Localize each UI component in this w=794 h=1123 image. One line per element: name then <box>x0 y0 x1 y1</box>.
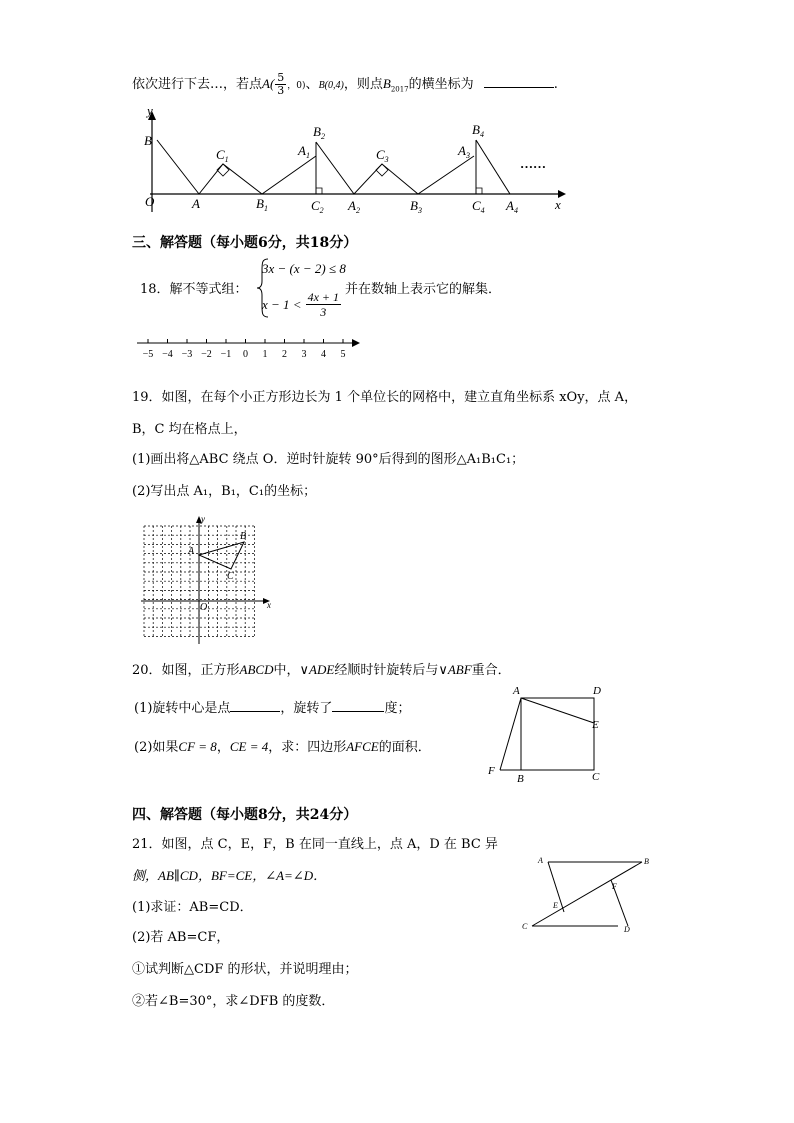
right-angle-c3 <box>376 164 388 176</box>
grid-figure <box>136 512 276 646</box>
q21-line6: ②若∠B=30°，求∠DFB 的度数． <box>132 994 335 1009</box>
grid-label-o: O <box>200 602 208 613</box>
number-line-label: −1 <box>220 349 232 360</box>
q17-sep: 、 <box>305 77 319 92</box>
q21-line4: (2)若 AB=CF， <box>132 930 230 945</box>
q20-sub2 <box>134 738 431 757</box>
q20-ade: ∨ADE <box>299 662 335 677</box>
square-abcd <box>521 698 594 770</box>
q17-target: B <box>382 76 391 91</box>
q17-text-2: ，则点 <box>343 77 383 92</box>
q20-text-2: 中， <box>273 663 300 678</box>
q20-abf: ∨ABF <box>438 662 472 677</box>
label-a1: $A_1$ <box>298 143 310 160</box>
label-a3: $A_3$ <box>458 143 470 160</box>
q17-target-sub: 2017 <box>390 85 409 94</box>
q20-sub1 <box>134 697 410 718</box>
q18-ineq2-frac <box>306 290 341 319</box>
q17-end: . <box>553 77 558 92</box>
q17-point-a: A( <box>262 76 275 91</box>
zigzag-1 <box>157 140 316 194</box>
q20-text-1: 20．如图，正方形 <box>132 663 240 678</box>
q21-line5: ①试判断△CDF 的形状，并说明理由； <box>132 962 358 977</box>
q17-line <box>132 72 558 99</box>
label-b2: $B_2$ <box>313 124 325 141</box>
q17-fraction <box>275 72 286 97</box>
q20-text-4: 重合． <box>471 663 511 678</box>
parallel-figure <box>518 852 658 938</box>
q20-line1 <box>132 661 511 680</box>
frac-den: 3 <box>277 84 285 97</box>
q20-sub2-c: 的面积． <box>378 740 431 755</box>
number-line-label: 2 <box>282 349 287 360</box>
q20-sub1-b: ，旋转了 <box>280 701 333 716</box>
label-c1: $C_1$ <box>216 147 229 164</box>
q17-text-1: 依次进行下去…，若点 <box>132 77 263 92</box>
q20-sub1-c: 度； <box>384 701 411 716</box>
grid-label-a: A <box>188 546 195 557</box>
zigzag-figure <box>130 100 580 215</box>
grid-label-y: y <box>201 514 205 524</box>
q20-ce: CE = 4 <box>229 739 269 754</box>
sq-label-c: C <box>592 771 600 783</box>
label-x: x <box>555 197 561 212</box>
label-a2: $A_2$ <box>348 198 360 215</box>
label-c4: $C_4$ <box>472 198 485 215</box>
pf-label-f: F <box>612 882 617 891</box>
zigzag-2 <box>316 142 474 194</box>
q19-line3: (1)画出将△ABC 绕点 O．逆时针旋转 90°后得到的图形△A₁B₁C₁； <box>132 452 525 467</box>
square-figure <box>482 680 612 790</box>
label-y: y <box>147 103 153 118</box>
q20-comma: ， <box>216 740 230 755</box>
frac-num: 5 <box>277 71 285 84</box>
number-line-label: −2 <box>201 349 212 360</box>
q18-ineq2-left: x − 1 < <box>262 296 302 312</box>
q17-text-3: 的横坐标为 <box>408 77 474 92</box>
q21-line2: 侧，AB∥CD，BF=CE，∠A=∠D． <box>132 868 327 883</box>
pf-label-c: C <box>522 922 528 931</box>
q19-line2: B，C 均在格点上， <box>132 422 247 437</box>
number-line <box>135 335 365 365</box>
den: 3 <box>320 305 327 319</box>
q20-afce: AFCE <box>346 739 379 754</box>
q18-lead: 18．解不等式组： <box>140 282 248 297</box>
grid-label-x: x <box>267 600 271 610</box>
q20-cf: CF = 8 <box>178 739 217 754</box>
segment-ae <box>521 698 594 723</box>
segment-af <box>500 698 521 770</box>
label-b: B <box>144 133 152 148</box>
grid-label-b: B <box>240 531 247 542</box>
label-b3: $B_3$ <box>410 198 422 215</box>
sq-label-f: F <box>488 765 495 777</box>
number-line-label: 4 <box>321 349 326 360</box>
number-line-label: 5 <box>340 349 346 360</box>
grid-label-c: C <box>227 571 234 582</box>
q20-sub2-b: ，求：四边形 <box>268 740 347 755</box>
label-o: O <box>145 194 155 209</box>
section4-title: 四、解答题（每小题8分，共24分） <box>132 807 358 823</box>
pf-label-e: E <box>553 901 558 910</box>
q20-blank-center[interactable] <box>230 697 280 712</box>
label-c3: $C_3$ <box>376 147 389 164</box>
number-line-label: 0 <box>243 349 248 360</box>
right-angle-c4 <box>476 188 482 194</box>
sq-label-e: E <box>592 719 599 731</box>
triangle-abc <box>199 542 244 569</box>
pf-label-d: D <box>624 925 630 934</box>
number-line-label: −5 <box>142 349 154 360</box>
number-line-arrow <box>352 339 360 347</box>
q19-line4: (2)写出点 A₁，B₁，C₁的坐标； <box>132 484 317 499</box>
q20-blank-degrees[interactable] <box>332 697 384 712</box>
q19-line1: 19．如图，在每个小正方形边长为 1 个单位长的网格中，建立直角坐标系 xOy，点 A， <box>132 390 638 405</box>
q17-answer-blank[interactable] <box>484 73 554 88</box>
sq-label-b: B <box>517 773 524 785</box>
num: 4x + 1 <box>307 290 340 304</box>
q18-ineq2 <box>262 290 342 319</box>
q20-sub2-a: (2)如果 <box>134 740 179 755</box>
q21-line3: (1)求证：AB=CD． <box>132 900 253 915</box>
q17-point-a-rest: ，0) <box>287 81 306 91</box>
q17-point-b: B(0,4) <box>318 80 344 91</box>
number-line-label: 1 <box>262 349 268 360</box>
number-line-label: −3 <box>181 349 193 360</box>
right-angle-c2 <box>316 188 322 194</box>
label-dots: …… <box>520 156 546 171</box>
label-b1: $B_1$ <box>256 196 268 213</box>
segment-b4a4 <box>476 140 510 194</box>
section3-title: 三、解答题（每小题6分，共18分） <box>132 235 358 251</box>
sq-label-a: A <box>513 685 520 697</box>
q20-sub1-a: (1)旋转中心是点 <box>134 701 231 716</box>
q18-tail: 并在数轴上表示它的解集． <box>345 282 502 297</box>
pf-label-b: B <box>644 857 649 866</box>
q20-abcd: ABCD <box>239 662 274 677</box>
sq-label-d: D <box>593 685 601 697</box>
segment-cb <box>532 862 642 926</box>
number-line-label: 3 <box>301 349 307 360</box>
label-b4: $B_4$ <box>472 122 484 139</box>
label-a4: $A_4$ <box>506 198 518 215</box>
q18-ineq1: 3x − (x − 2) ≤ 8 <box>262 261 346 276</box>
q20-text-3: 经顺时针旋转后与 <box>334 663 439 678</box>
label-c2: $C_2$ <box>311 198 324 215</box>
label-a: A <box>192 196 200 211</box>
number-line-label: −4 <box>162 349 173 360</box>
pf-label-a: A <box>538 856 543 865</box>
q21-line1: 21．如图，点 C，E，F，B 在同一直线上，点 A，D 在 BC 异 <box>132 837 498 852</box>
